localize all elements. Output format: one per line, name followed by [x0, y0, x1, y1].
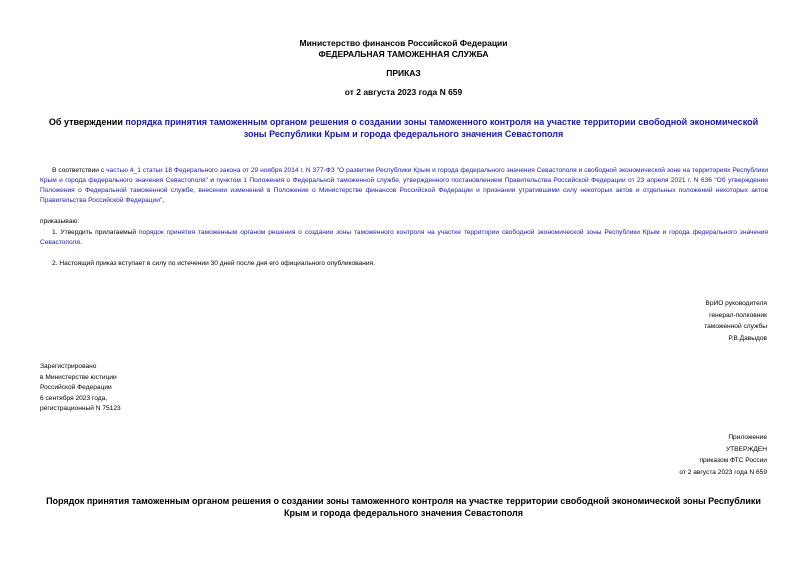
appendix-block — [679, 432, 767, 478]
registration-line-3: Российской Федерации — [40, 384, 112, 391]
appendix-line-2: УТВЕРЖДЕН — [725, 445, 767, 453]
service-name: ФЕДЕРАЛЬНАЯ ТАМОЖЕННАЯ СЛУЖБА — [318, 49, 489, 59]
preamble-text-1: В соответствии с — [52, 167, 107, 174]
doc-date: от 2 августа 2023 года N 659 — [344, 87, 463, 97]
order-item-1 — [40, 228, 768, 248]
signature-line-2: генерал-полковник — [709, 311, 767, 319]
title-prefix: Об утверждении — [48, 117, 126, 127]
document-title — [38, 116, 769, 140]
preamble-regulation-link[interactable]: пунктом 1 Положения о Федеральной таможенной службе, утвержденного постановлением Правительства Российской Федерации от 23 апреля 2021 г. N 636 "Об утверждении Положения о Федеральной таможенной службе, внесении изменений в Положение о Министерстве финансов Российской Федерации и признании утратившими силу некоторых актов и отдельных положений некоторых актов Правительства Российской Федерации" — [40, 177, 768, 204]
registration-line-2: в Министерстве юстиции — [40, 373, 117, 381]
preamble-text-3: , — [162, 197, 165, 204]
order-item-2: 2. Настоящий приказ вступает в силу по истечении 30 дней после дня его официального опубликования. — [52, 260, 375, 267]
registration-line-4: 6 сентября 2023 года, — [40, 394, 108, 402]
appendix-title: Порядок принятия таможенным органом решения о создании зоны таможенного контроля на участке территории свободной экономической зоны Республики Крым и города федерального значения Севастополя — [46, 496, 761, 518]
order-word: приказываю: — [40, 218, 80, 225]
item1-suffix: . — [79, 239, 82, 246]
registration-line-1: Зарегистрировано — [40, 363, 97, 370]
preamble-paragraph — [40, 166, 768, 206]
document-header — [0, 38, 807, 60]
appendix-line-3: приказом ФТС России — [699, 457, 767, 464]
signature-block — [704, 298, 767, 344]
signature-line-4: Р.В.Давыдов — [728, 334, 767, 342]
appendix-line-4: от 2 августа 2023 года N 659 — [679, 468, 767, 476]
signature-line-3: таможенной службы — [704, 323, 767, 330]
title-link[interactable]: порядка принятия таможенным органом решения о создании зоны таможенного контроля на участке территории свободной экономической зоны Республики Крым и города федерального значения Севастополя — [125, 117, 759, 139]
preamble-law-link[interactable]: частью 4_1 статьи 18 Федерального закона от 29 ноября 2014 г. N 377-ФЗ "О развитии Республики Крым и города федерального значения Севастополя и свободной экономической зоне на территориях Республики Крым и города федерального значения Севастополя" — [40, 167, 769, 184]
item1-prefix: 1. Утвердить прилагаемый — [52, 229, 139, 236]
appendix-line-1: Приложение — [728, 434, 767, 441]
registration-block — [40, 362, 121, 415]
ministry-name: Министерство финансов Российской Федерации — [299, 38, 508, 48]
registration-line-5: регистрационный N 75123 — [40, 405, 121, 412]
item1-link[interactable]: порядок принятия таможенным органом решения о создании зоны таможенного контроля на участке территории свободной экономической зоны Республики Крым и города федерального значения Севастополя — [40, 229, 768, 246]
signature-line-1: ВрИО руководителя — [705, 300, 767, 307]
preamble-text-2: и — [207, 177, 217, 184]
doc-type: ПРИКАЗ — [386, 68, 421, 78]
